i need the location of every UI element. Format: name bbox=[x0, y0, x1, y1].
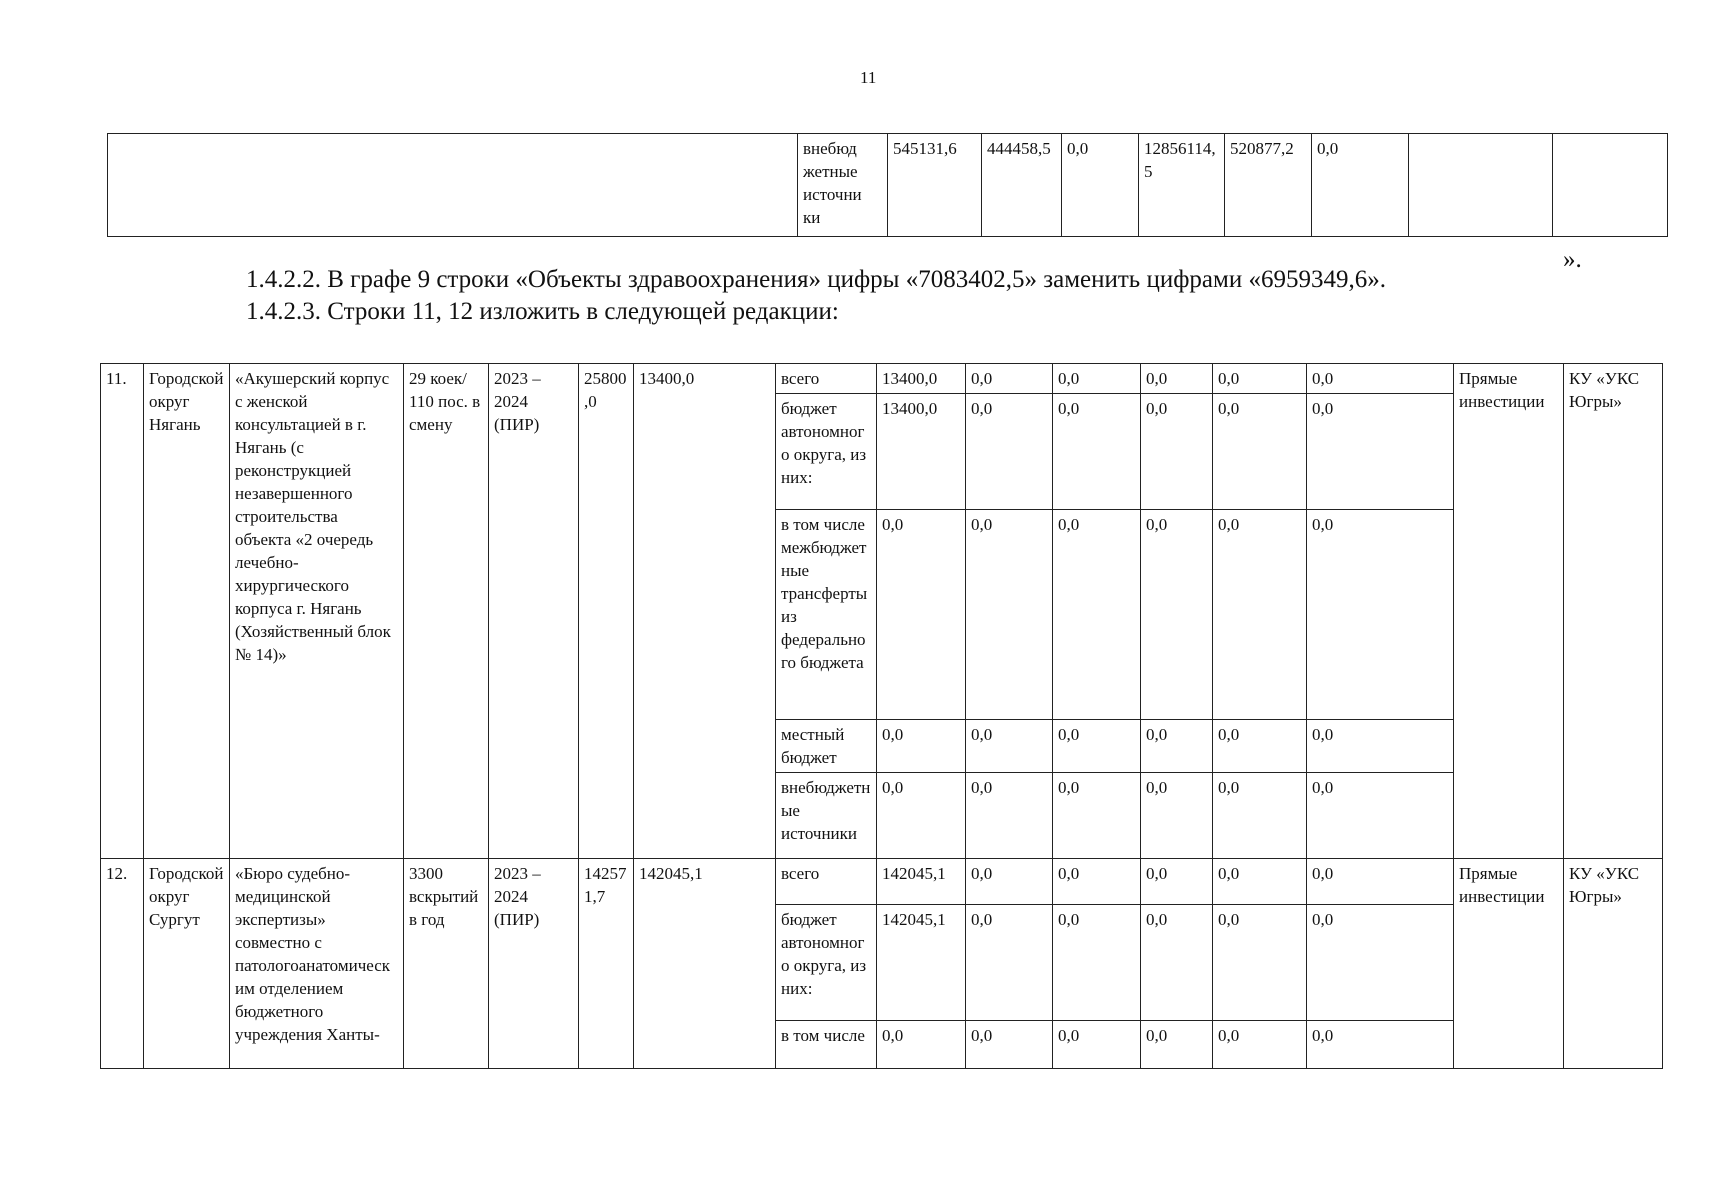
value-cell: 0,0 bbox=[966, 720, 1053, 773]
value-cell: 0,0 bbox=[1213, 1021, 1307, 1069]
value-cell: 0,0 bbox=[1141, 364, 1213, 394]
source-cell: в том числе bbox=[776, 1021, 877, 1069]
paragraph-1-4-2-3: 1.4.2.3. Строки 11, 12 изложить в следующей редакции: bbox=[246, 298, 839, 325]
value-cell: 0,0 bbox=[1141, 510, 1213, 720]
continuation-table bbox=[107, 133, 1668, 237]
capacity-cell: 3300 вскрытий в год bbox=[404, 859, 489, 1069]
value-cell: 0,0 bbox=[1312, 134, 1409, 237]
period-cell: 2023 – 2024 (ПИР) bbox=[489, 859, 579, 1069]
value-cell: 0,0 bbox=[966, 905, 1053, 1021]
total-cell: 13400,0 bbox=[634, 364, 776, 859]
municipality-cell: Городской округ Сургут bbox=[144, 859, 230, 1069]
value-cell: 0,0 bbox=[1307, 720, 1454, 773]
table-row bbox=[101, 859, 1663, 905]
value-cell: 0,0 bbox=[1213, 394, 1307, 510]
total-cell: 142045,1 bbox=[634, 859, 776, 1069]
capacity-cell: 29 коек/ 110 пос. в смену bbox=[404, 364, 489, 859]
value-cell: 142045,1 bbox=[877, 859, 966, 905]
source-cell: всего bbox=[776, 364, 877, 394]
value-cell: 0,0 bbox=[966, 394, 1053, 510]
customer-cell: КУ «УКС Югры» bbox=[1564, 364, 1663, 859]
source-cell: внебюд жетные источни ки bbox=[798, 134, 888, 237]
value-cell: 0,0 bbox=[1213, 859, 1307, 905]
source-cell: всего bbox=[776, 859, 877, 905]
value-cell: 0,0 bbox=[1053, 364, 1141, 394]
value-cell: 0,0 bbox=[1053, 905, 1141, 1021]
value-cell: 0,0 bbox=[1307, 394, 1454, 510]
row-number: 11. bbox=[101, 364, 144, 859]
value-cell: 0,0 bbox=[1053, 1021, 1141, 1069]
value-cell: 0,0 bbox=[966, 773, 1053, 859]
value-cell: 12856114,5 bbox=[1139, 134, 1225, 237]
source-cell: местный бюджет bbox=[776, 720, 877, 773]
value-cell: 13400,0 bbox=[877, 364, 966, 394]
objects-table bbox=[100, 363, 1663, 1069]
value-cell: 0,0 bbox=[1213, 905, 1307, 1021]
value-cell: 0,0 bbox=[1062, 134, 1139, 237]
value-cell: 0,0 bbox=[1307, 859, 1454, 905]
value-cell: 0,0 bbox=[1141, 905, 1213, 1021]
value-cell: 0,0 bbox=[1213, 720, 1307, 773]
source-cell: в том числе межбюджетные трансферты из федерального бюджета bbox=[776, 510, 877, 720]
blank-cell bbox=[1553, 134, 1668, 237]
paragraph-1-4-2-2: 1.4.2.2. В графе 9 строки «Объекты здравоохранения» цифры «7083402,5» заменить цифрами «6959349,6». bbox=[246, 266, 1386, 293]
value-cell: 142045,1 bbox=[877, 905, 966, 1021]
value-cell: 0,0 bbox=[1307, 905, 1454, 1021]
source-cell: внебюджетные источники bbox=[776, 773, 877, 859]
value-cell: 0,0 bbox=[1213, 773, 1307, 859]
value-cell: 0,0 bbox=[966, 1021, 1053, 1069]
value-cell: 0,0 bbox=[966, 364, 1053, 394]
value-cell: 0,0 bbox=[1307, 773, 1454, 859]
table-row bbox=[101, 364, 1663, 394]
customer-cell: КУ «УКС Югры» bbox=[1564, 859, 1663, 1069]
value-cell: 0,0 bbox=[1307, 1021, 1454, 1069]
object-name-cell: «Акушерский корпус с женской консультацией в г. Нягань (с реконструкцией незавершенного строительства объекта «2 очередь лечебно-хирургического корпуса г. Нягань (Хозяйственный блок № 14)» bbox=[230, 364, 404, 859]
value-cell: 0,0 bbox=[1053, 394, 1141, 510]
value-cell: 0,0 bbox=[1141, 773, 1213, 859]
value-cell: 13400,0 bbox=[877, 394, 966, 510]
closing-quote: ». bbox=[1563, 246, 1582, 273]
value-cell: 0,0 bbox=[877, 1021, 966, 1069]
table-row bbox=[108, 134, 1668, 237]
value-cell: 0,0 bbox=[1141, 859, 1213, 905]
period-cell: 2023 – 2024 (ПИР) bbox=[489, 364, 579, 859]
blank-cell bbox=[108, 134, 798, 237]
page-number: 11 bbox=[860, 68, 877, 87]
blank-cell bbox=[1409, 134, 1553, 237]
value-cell: 0,0 bbox=[966, 510, 1053, 720]
row-number: 12. bbox=[101, 859, 144, 1069]
source-cell: бюджет автономного округа, из них: bbox=[776, 394, 877, 510]
value-cell: 0,0 bbox=[1053, 720, 1141, 773]
value-cell: 444458,5 bbox=[982, 134, 1062, 237]
cost-cell: 25800,0 bbox=[579, 364, 634, 859]
mechanism-cell: Прямые инвестиции bbox=[1454, 364, 1564, 859]
value-cell: 0,0 bbox=[877, 510, 966, 720]
value-cell: 545131,6 bbox=[888, 134, 982, 237]
value-cell: 0,0 bbox=[1141, 720, 1213, 773]
object-name-cell: «Бюро судебно-медицинской экспертизы» совместно с патологоанатомическим отделением бюджетного учреждения Ханты- bbox=[230, 859, 404, 1069]
value-cell: 0,0 bbox=[1213, 510, 1307, 720]
value-cell: 0,0 bbox=[1213, 364, 1307, 394]
source-cell: бюджет автономного округа, из них: bbox=[776, 905, 877, 1021]
value-cell: 0,0 bbox=[1053, 773, 1141, 859]
value-cell: 0,0 bbox=[1141, 394, 1213, 510]
municipality-cell: Городской округ Нягань bbox=[144, 364, 230, 859]
value-cell: 0,0 bbox=[1053, 859, 1141, 905]
value-cell: 0,0 bbox=[877, 720, 966, 773]
cost-cell: 142571,7 bbox=[579, 859, 634, 1069]
value-cell: 0,0 bbox=[1307, 364, 1454, 394]
value-cell: 0,0 bbox=[877, 773, 966, 859]
value-cell: 0,0 bbox=[1307, 510, 1454, 720]
value-cell: 520877,2 bbox=[1225, 134, 1312, 237]
value-cell: 0,0 bbox=[966, 859, 1053, 905]
value-cell: 0,0 bbox=[1141, 1021, 1213, 1069]
mechanism-cell: Прямые инвестиции bbox=[1454, 859, 1564, 1069]
value-cell: 0,0 bbox=[1053, 510, 1141, 720]
